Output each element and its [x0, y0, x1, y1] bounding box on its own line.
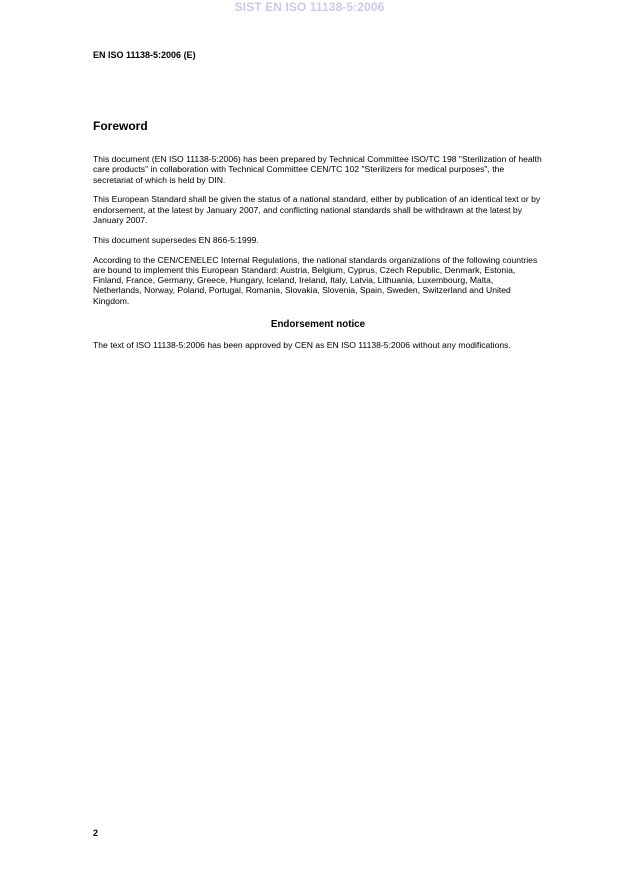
page-number: 2: [93, 828, 99, 838]
endorsement-paragraph: The text of ISO 11138-5:2006 has been approved by CEN as EN ISO 11138-5:2006 without any modifications.: [93, 340, 511, 351]
foreword-paragraph: This document (EN ISO 11138-5:2006) has been prepared by Technical Committee ISO/TC 198 "Sterilization of health care products" in collaboration with Technical Committee CEN/TC 102 "Sterilizers for medical purposes", the secretariat of which is held by DIN.: [93, 154, 542, 185]
foreword-paragraph: According to the CEN/CENELEC Internal Regulations, the national standards organizations of the following countries are bound to implement this European Standard: Austria, Belgium, Cyprus, Czech Republic, Denmark, Estonia, Finland, France, Germany, Greece, Hungary, Iceland, Ireland, Italy, Latvia, Lithuania, Luxembourg, Malta, Netherlands, Norway, Poland, Portugal, Romania, Slovakia, Slovenia, Spain, Sweden, Switzerland and United Kingdom.: [93, 254, 538, 306]
endorsement-heading: Endorsement notice: [270, 319, 366, 331]
foreword-paragraph: This document supersedes EN 866-5:1999.: [93, 234, 259, 245]
foreword-heading: Foreword: [93, 119, 148, 133]
page-content: [93, 119, 543, 360]
document-id-header: EN ISO 11138-5:2006 (E): [93, 50, 196, 60]
foreword-paragraph: This European Standard shall be given the status of a national standard, either by publication of an identical text or by endorsement, at the latest by January 2007, and conflicting national standards shall be withdrawn at the latest by January 2007.: [93, 194, 541, 225]
watermark: SIST EN ISO 11138-5:2006: [234, 0, 385, 14]
